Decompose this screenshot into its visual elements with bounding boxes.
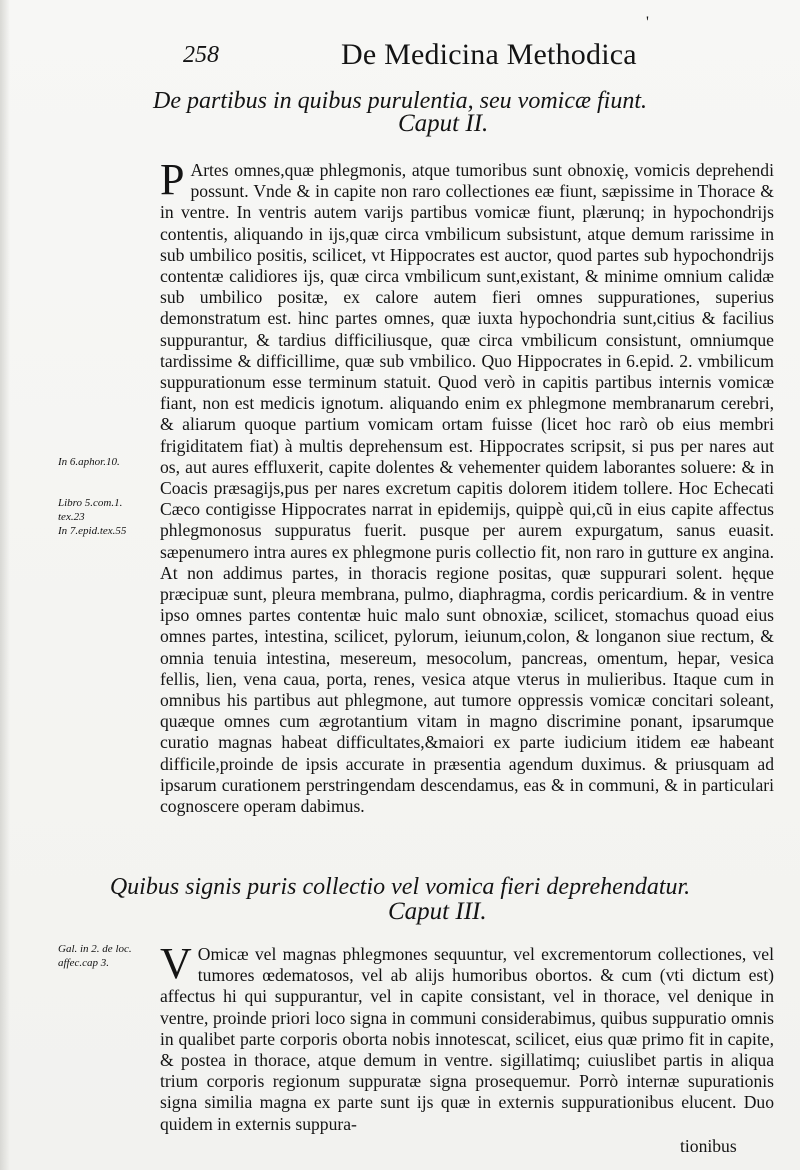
page-mark: ' bbox=[646, 14, 649, 31]
chapter-3-body bbox=[160, 939, 774, 1134]
chapter-2-title: De partibus in quibus purulentia, seu vomicæ fiunt. bbox=[153, 88, 647, 114]
chapter-2-number: Caput II. bbox=[398, 110, 489, 137]
running-title: De Medicina Methodica bbox=[341, 38, 637, 71]
page-number: 258 bbox=[183, 42, 219, 68]
margin-note: Gal. in 2. de loc. affec.cap 3. bbox=[58, 943, 132, 969]
chapter-2-text: Artes omnes,quæ phlegmonis, atque tumoribus sunt obnoxię, vomicis deprehendi possunt. Vnde & in capite non raro collectiones eæ fiunt, sæpissime in Thorace & in ventre. In ventris autem varijs partibus vomicæ fiunt, plærunq; in hypochondrijs contentis, aliquando in ijs,quæ circa vmbilicum subsistunt, atque demum rarissime in sub umbilico positis, scilicet, vt Hippocrates est auctor, quod partes sub hypochondrijs contentæ calidiores ijs, quæ circa vmbilicum sunt,existant, & minime omnium calidæ sub umbilico positæ, ex calore autem fieri omnes suppurationes, superius demonstratum est. hinc partes omnes, quæ iuxta hypochondria sunt,citius & facilius suppurantur, & tardius difficiliusque, quæ circa vmbilicum consistunt, omniumque tardissime & difficillime, quæ sub vmbilico. Quo Hippocrates in 6.epid. 2. vmbilicum suppurationum esse terminum statuit. Quod verò in capitis partibus internis vomicæ fiant, non est medicis ignotum. aliquando enim ex phlegmone membranarum cerebri, & aliarum quoque partium vomicam ortam fuisse (licet hoc rarò ob eius membri frigiditatem fiat) à multis deprehensum est. Hippocrates scripsit, si pus per nares aut os, aut aures effluxerit, capite dolentes & vehementer quidem laborantes soluere: & in Coacis præsagijs,pus per nares excretum capitis dolorem itidem tollere. Hoc Echecati Cæco contigisse Hippocrates narrat in epidemijs, quippè qui,cũ in eius capite affectus phlegmonosus suppuratus fuerit. pusque per aurem expurgatum, sanus euasit. sæpenumero intra aures ex phlegmone puris collectio fit, non raro in gutture ex angina. At non addimus partes, in thoracis regione positas, quæ suppurari solent. hęque præcipuæ sunt, pleura membrana, pulmo, diaphragma, cordis pericardium. & in ventre ipso omnes partes contentæ huic malo sunt obnoxiæ, scilicet, stomachus quoad eius omnes partes, intestina, scilicet, pylorum, ieiunum,colon, & longanon siue rectum, & omnia tenuia intestina, mesereum, mesocolum, pancreas, omentum, hepar, vesica fellis, lien, vena caua, porta, renes, vesica atque vterus in mulieribus. Itaque cum in omnibus his partibus aut phlegmone, aut tumore oppressis vomicæ concitari soleant, quæque omnes cum ægrotantium vitam in magno discrimine ponant, ipsarumque curatio magnas habeat difficultates,&maiori ex parte iudicium itidem eæ habeant difficile,proinde de ipsis accurate in præsentia agendum duximus. & priusquam ad ipsarum curationem perstringendam descendamus, eas & in communi, & in particulari cognoscere operam dabimus. bbox=[160, 160, 774, 817]
chapter-2-body bbox=[160, 155, 774, 850]
page-edge-shadow bbox=[0, 0, 10, 1170]
page-header bbox=[183, 38, 783, 78]
chapter-3-text: Omicæ vel magnas phlegmones sequuntur, vel excrementorum collectiones, vel tumores œdematosos, vel ab alijs humoribus obortos. & cum (vti dictum est) affectus hi qui suppurantur, vel in capite consistant, vel in thorace, vel denique in ventre, proinde priori loco signa in communi considerabimus, quibus suppuratio omnis in qualibet parte corporis oborta nobis innotescat, scilicet, eius quæ primo fit in capite, & postea in thorace, atque demum in ventre. sigillatimq; cuiuslibet partis in aliqua trium corporis regionum suppuratæ signa prosequemur. Porrò internæ supurationis signa similia magna ex parte sunt ijs quæ in externis suppurationibus elucent. Duo quidem in externis suppura- bbox=[160, 944, 774, 1134]
drop-cap: P bbox=[160, 155, 185, 204]
margin-note: In 6.aphor.10. bbox=[58, 456, 120, 468]
last-line: tionibus bbox=[680, 1136, 737, 1156]
chapter-3-number: Caput III. bbox=[388, 898, 487, 925]
drop-cap: V bbox=[160, 939, 192, 988]
chapter-3-title: Quibus signis puris collectio vel vomica fieri deprehendatur. bbox=[109, 874, 691, 900]
margin-note: In 7.epid.tex.55 bbox=[58, 525, 127, 537]
margin-note: Libro 5.com.1. tex.23 bbox=[58, 497, 123, 523]
